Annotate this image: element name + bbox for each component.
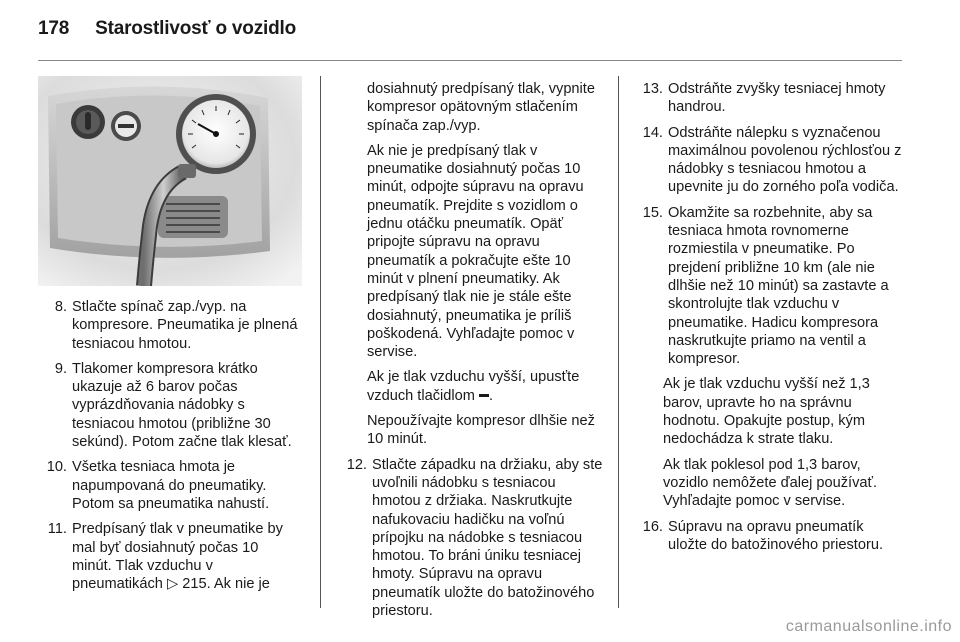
- page-reference-text: 215. Ak nie je: [178, 576, 270, 593]
- list-item: [634, 204, 906, 369]
- paragraph: dosiahnutý predpísaný tlak, vypnite kompresor opätovným stlačením spínača zap./vyp.: [367, 81, 595, 134]
- item-text: Súpravu na opravu pneumatík uložte do batožinového priestoru.: [668, 518, 883, 553]
- item-number: 10.: [46, 459, 67, 476]
- page-reference-arrow-icon[interactable]: ▷: [166, 576, 179, 593]
- item-text: [72, 520, 302, 593]
- paragraph-text: Ak je tlak vzduchu vyšší, upusťte vzduch tlačidlom: [367, 369, 580, 404]
- column-left: [36, 298, 302, 600]
- page-header: [38, 18, 296, 40]
- item-number: 14.: [642, 124, 663, 141]
- item-text: Okamžite sa rozbehnite, aby sa tesniaca hmota rovnomerne rozmiestila v pneumatike. Po prejdení približne 10 km (ale nie dlhšie než 10 minút) sa zastavte a skontrolujte tlak vzduchu v pneumatike. Hadicu kompresora naskrutkujte priamo na ventil a kompresor.: [668, 204, 889, 368]
- page-title: Starostlivosť o vozidlo: [95, 18, 296, 39]
- column-divider-2: [618, 76, 619, 608]
- paragraph: Ak je tlak vzduchu vyšší než 1,3 barov, upravte ho na správnu hodnotu. Opakujte postup, kým nedochádza k strate tlaku.: [663, 376, 870, 448]
- deflate-button-icon: [479, 394, 489, 397]
- page-number: 178: [38, 18, 70, 39]
- item-text: Stlačte spínač zap./vyp. na kompresore. Pneumatika je plnená tesniacou hmotou.: [72, 299, 298, 352]
- item-number: 15.: [642, 204, 663, 221]
- list-item: [36, 458, 302, 513]
- compressor-drawing: [38, 76, 302, 286]
- paragraph: Ak tlak poklesol pod 1,3 barov, vozidlo nemôžete ďalej používať. Vyhľadajte pomoc v servise.: [663, 456, 878, 510]
- item-text: Tlakomer kompresora krátko ukazuje až 6 barov počas vyprázdňovania nádobky s tesniacou hmotou (približne 30 sekúnd). Potom začne tlak klesať.: [72, 360, 292, 451]
- paragraph-end: .: [488, 387, 494, 404]
- item-number: 13.: [642, 81, 663, 97]
- list-item: [36, 360, 302, 451]
- item-number: 12.: [346, 456, 367, 473]
- watermark: carmanualsonline.info: [785, 618, 952, 635]
- compressor-illustration: [38, 76, 302, 286]
- column-right: [634, 80, 906, 561]
- item-text: Stlačte západku na držiaku, aby ste uvoľnili nádobku s tesniacou hmotou z držiaka. Naskrutkujte nafukovaciu hadičku na voľnú prípojku na nádobke s tesniacou hmotou. To bráni úniku tesniacej hmoty. Súpravu na opravu pneumatík uložte do batožinového priestoru.: [372, 456, 603, 620]
- item-text-body: Predpísaný tlak v pneumatike by mal byť dosiahnutý počas 10 minút. Tlak vzduchu v pneumatikách: [72, 521, 283, 593]
- list-item: [634, 518, 906, 555]
- list-item: [36, 298, 302, 353]
- list-item: [634, 124, 906, 197]
- item-number: 8.: [54, 299, 67, 315]
- column-middle: [338, 80, 606, 627]
- item-number: 11.: [47, 521, 67, 538]
- paragraph: Ak nie je predpísaný tlak v pneumatike dosiahnutý počas 10 minút, odpojte súpravu na opravu pneumatík. Prejdite s vozidlom o jednu otáčku pneumatík. Opäť pripojte súpravu na opravu pneumatík a pokračujte ešte 10 minút v plnení pneumatiky. Ak predpísaný tlak nie je stále ešte dosiahnutý, pneumatika je príliš poškodená. Vyhľadajte pomoc v servise.: [367, 142, 584, 361]
- header-rule: [38, 60, 902, 61]
- column-divider-1: [320, 76, 321, 608]
- item-number: 9.: [54, 360, 67, 377]
- item-text: Odstráňte zvyšky tesniacej hmoty handrou.: [668, 81, 886, 116]
- item-number: 16.: [642, 518, 663, 535]
- paragraph: [338, 368, 606, 405]
- paragraph: Nepoužívajte kompresor dlhšie než 10 minút.: [367, 413, 595, 448]
- item-text: Odstráňte nálepku s vyznačenou maximálnou povolenou rýchlosťou z nádobky s tesniacou hmotou a upevnite ju do zorného poľa vodiča.: [668, 124, 902, 196]
- list-item: [634, 80, 906, 117]
- item-text: Všetka tesniaca hmota je napumpovaná do pneumatiky. Potom sa pneumatika nahustí.: [72, 459, 270, 512]
- list-item: [36, 520, 302, 593]
- list-item: [338, 456, 606, 621]
